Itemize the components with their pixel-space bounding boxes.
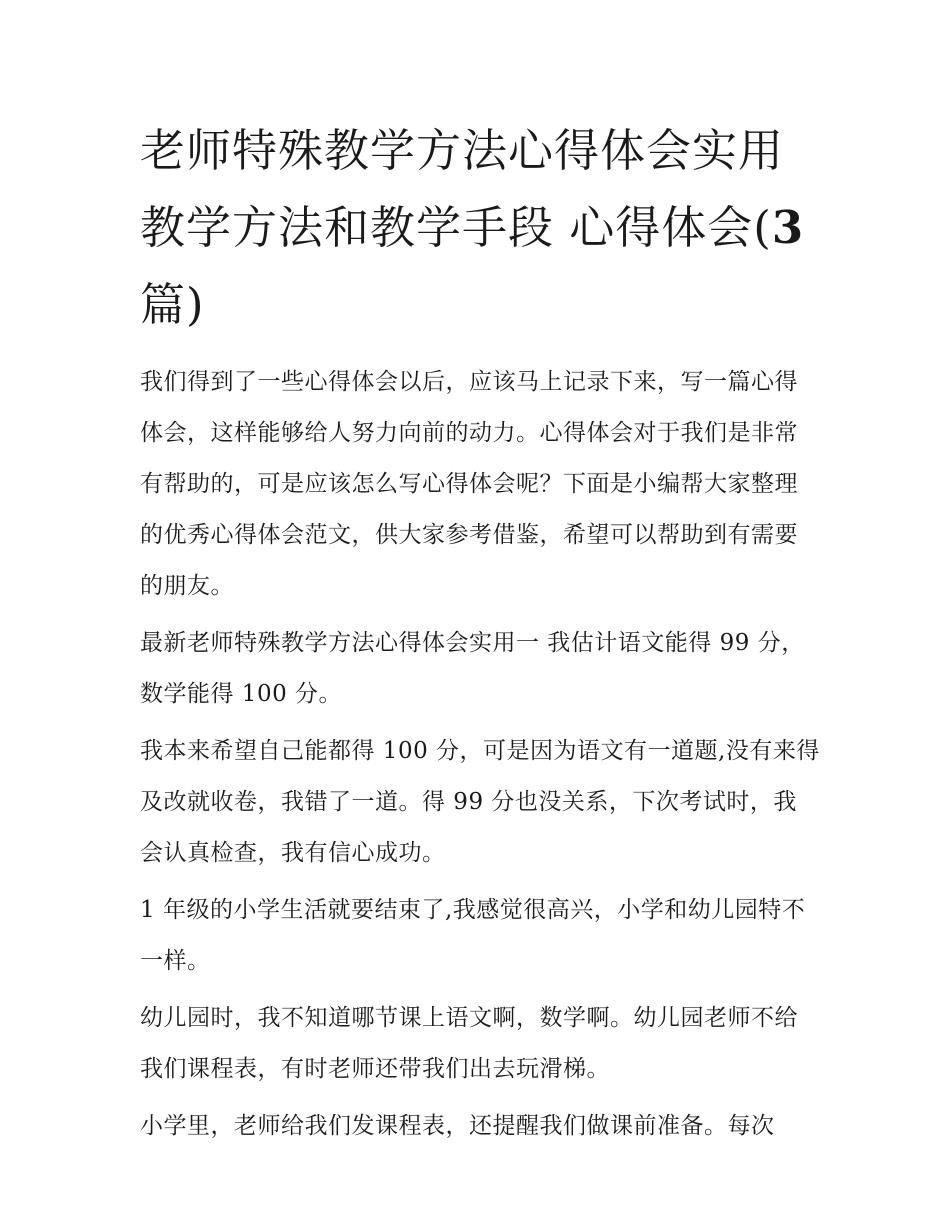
- title-text-end: 篇): [140, 278, 205, 331]
- body-paragraph: 小学里，老师给我们发课程表，还提醒我们做课前准备。每次: [140, 1113, 775, 1139]
- body-paragraph: 1 年级的小学生活就要结束了,我感觉很高兴，小学和幼儿园特不一样。: [140, 897, 806, 974]
- document-content: [140, 112, 820, 1158]
- body-paragraph: 幼儿园时，我不知道哪节课上语文啊，数学啊。幼儿园老师不给我们课程表，有时老师还带我们出去玩滑梯。: [140, 1005, 798, 1082]
- body-paragraph: 我本来希望自己能都得 100 分，可是因为语文有一道题,没有来得及改就收卷，我错了一道。得 99 分也没关系，下次考试时，我会认真检查，我有信心成功。: [140, 738, 820, 866]
- intro-paragraph: 我们得到了一些心得体会以后，应该马上记录下来，写一篇心得体会，这样能够给人努力向前的动力。心得体会对于我们是非常有帮助的，可是应该怎么写心得体会呢？下面是小编帮大家整理的优秀心得体会范文，供大家参考借鉴，希望可以帮助到有需要的朋友。: [140, 369, 798, 599]
- title-count: 3: [771, 201, 805, 254]
- section-heading-paragraph: 最新老师特殊教学方法心得体会实用一 我估计语文能得 99 分，数学能得 100 分。: [140, 630, 805, 707]
- document-title: [140, 112, 820, 343]
- title-text: 老师特殊教学方法心得体会实用 教学方法和教学手段 心得体会(: [140, 124, 785, 254]
